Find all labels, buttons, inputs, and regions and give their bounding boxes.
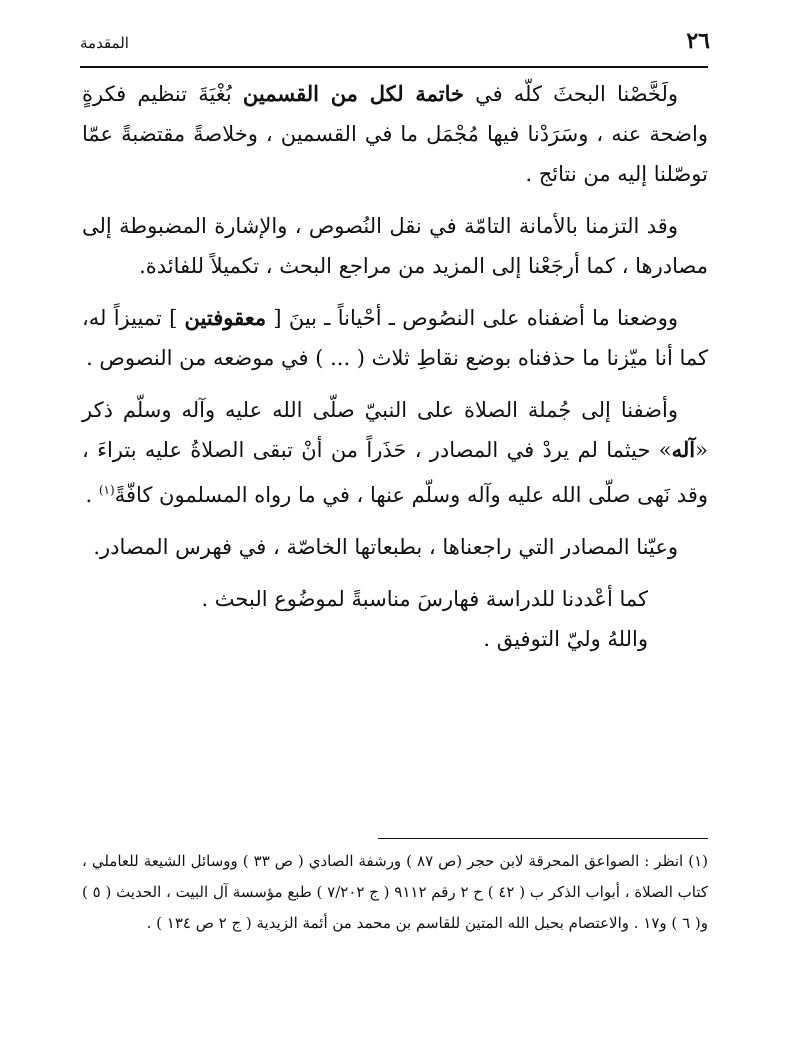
paragraph-2: وقد التزمنا بالأمانة التامّة في نقل النُصوص ، والإشارة المضبوطة إلى مصادرها ، كما أرجَعْنا إلى المزيد من مراجع البحث ، تكميلاً للفائدة. <box>82 214 708 278</box>
page-header <box>80 28 710 62</box>
header-rule <box>80 66 708 68</box>
bold-word: آله <box>671 437 696 462</box>
paragraph-6: كما أعْددنا للدراسة فهارسَ مناسبةً لموضُوع البحث . <box>201 587 648 611</box>
paragraph-3: ووضعنا ما أضفناه على النصُوص ـ أحْياناً ـ بينَ [ معقوفتين ] تمييزاً له، كما أنا ميّزنا ما حذفناه بوضع نقاطِ ثلاث ( ... ) في موضعه من النصوص . <box>82 305 708 370</box>
footnote-rule <box>378 838 708 839</box>
bold-phrase: خاتمة لكل من القسمين <box>242 81 464 106</box>
body-text <box>82 74 708 659</box>
bold-word: معقوفتين <box>184 305 267 330</box>
running-title: المقدمة <box>80 34 129 52</box>
footnote: (١) انظر : الصواعق المحرقة لابن حجر (ص ٨٧ ) ورشفة الصادي ( ص ٣٣ ) ووسائل الشيعة للعاملي ، كتاب الصلاة ، أبواب الذكر ب ( ٤٢ ) ح ٢ رقم ٩١١٢ ( ج ٧/٢٠٢ ) طبع مؤسسة آل البيت ، الحديث ( ٥ ) و( ٦ ) و١٧ . والاعتصام بحبل الله المتين للقاسم بن محمد من أئمة الزيدية ( ج ٢ ص ١٣٤ ) . <box>82 852 709 932</box>
footnote-reference[interactable]: (١) <box>98 483 115 497</box>
paragraph-5: وعيّنا المصادر التي راجعناها ، بطبعاتها الخاصّة ، في فهرس المصادر. <box>93 535 678 559</box>
paragraph-7: واللهُ وليّ التوفيق . <box>483 627 648 651</box>
paragraph-4: وأضفنا إلى جُملة الصلاة على النبيّ صلّى الله عليه وآله وسلّم ذكر «آله» حيثما لم يردْ في المصادر ، حَذَراً من أنْ تبقى الصلاةُ عليه بتراءَ ، وقد نَهى صلّى الله عليه وآله وسلّم عنها ، في ما رواه المسلمون كافّةً$^{(١)}$ . <box>82 398 708 507</box>
paragraph-1: ولَخَّصْنا البحثَ كلّه في خاتمة لكل من القسمين بُغْيَةَ تنظيم فكرةٍ واضحة عنه ، وسَرَدْنا فيها مُجْمَل ما في القسمين ، وخلاصةً مقتضبةً عمّا توصّلنا إليه من نتائج . <box>82 81 708 186</box>
page-number: ٢٦ <box>686 28 710 54</box>
